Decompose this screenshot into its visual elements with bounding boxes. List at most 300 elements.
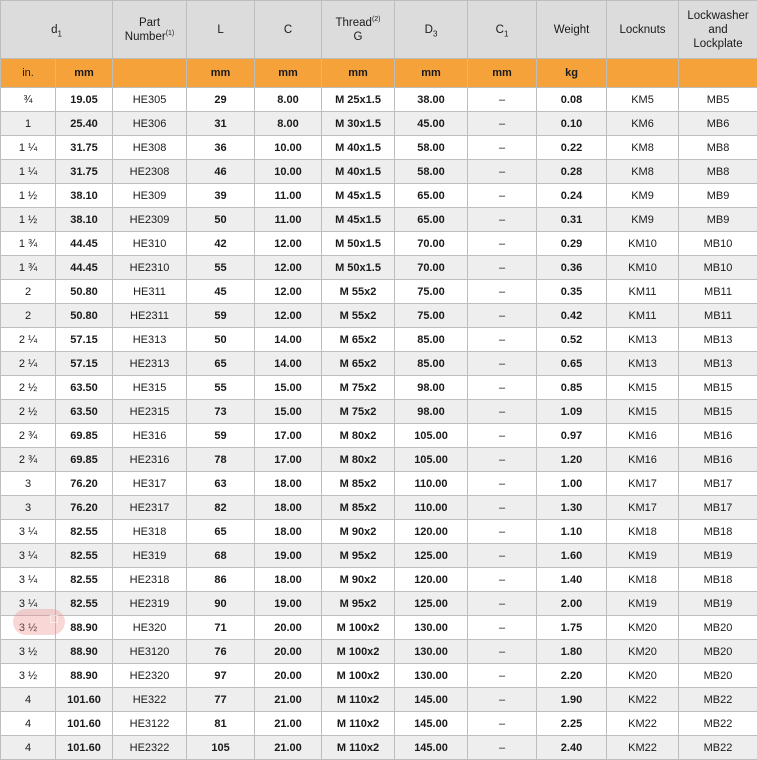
table-cell: 65 [187, 520, 255, 544]
table-cell: 55 [187, 256, 255, 280]
table-cell: MB5 [679, 88, 757, 112]
table-cell: – [468, 712, 537, 736]
table-cell: – [468, 688, 537, 712]
table-cell: 105.00 [395, 424, 468, 448]
header-thread: Thread$^{(2)}$ G [322, 1, 395, 59]
table-cell: 1.10 [537, 520, 607, 544]
table-cell: 101.60 [56, 736, 113, 760]
table-cell: – [468, 160, 537, 184]
table-cell: MB11 [679, 304, 757, 328]
table-cell: 18.00 [255, 520, 322, 544]
table-cell: 2.25 [537, 712, 607, 736]
table-cell: MB18 [679, 520, 757, 544]
table-cell: KM9 [607, 208, 679, 232]
table-cell: KM11 [607, 304, 679, 328]
table-cell: HE316 [113, 424, 187, 448]
table-cell: 1 ½ [1, 208, 56, 232]
table-cell: 20.00 [255, 640, 322, 664]
table-cell: – [468, 592, 537, 616]
table-cell: – [468, 304, 537, 328]
table-cell: MB20 [679, 664, 757, 688]
table-cell: 85.00 [395, 328, 468, 352]
table-cell: – [468, 496, 537, 520]
table-cell: 15.00 [255, 400, 322, 424]
table-cell: M 110x2 [322, 688, 395, 712]
table-cell: KM11 [607, 280, 679, 304]
unit-cell: mm [322, 59, 395, 88]
units-row [1, 59, 757, 88]
table-cell: M 50x1.5 [322, 256, 395, 280]
table-cell: KM6 [607, 112, 679, 136]
header-part-number: Part Number$^{(1)}$ [113, 1, 187, 59]
table-row [1, 592, 757, 616]
table-cell: M 90x2 [322, 568, 395, 592]
table-cell: 77 [187, 688, 255, 712]
table-cell: HE318 [113, 520, 187, 544]
table-cell: M 85x2 [322, 496, 395, 520]
table-cell: M 25x1.5 [322, 88, 395, 112]
table-cell: 1.80 [537, 640, 607, 664]
table-cell: 1.09 [537, 400, 607, 424]
table-cell: KM19 [607, 544, 679, 568]
table-cell: 3 [1, 496, 56, 520]
table-cell: 2 ½ [1, 376, 56, 400]
table-cell: MB16 [679, 448, 757, 472]
table-cell: 36 [187, 136, 255, 160]
table-cell: 145.00 [395, 688, 468, 712]
table-cell: M 40x1.5 [322, 136, 395, 160]
table-cell: KM8 [607, 136, 679, 160]
table-cell: MB11 [679, 280, 757, 304]
watermark-logo [13, 609, 65, 635]
table-cell: 39 [187, 184, 255, 208]
table-cell: 1.40 [537, 568, 607, 592]
table-cell: 0.65 [537, 352, 607, 376]
table-cell: 125.00 [395, 592, 468, 616]
table-cell: 90 [187, 592, 255, 616]
table-cell: M 100x2 [322, 664, 395, 688]
table-cell: 0.97 [537, 424, 607, 448]
table-cell: MB19 [679, 544, 757, 568]
table-row [1, 424, 757, 448]
header-c: C [255, 1, 322, 59]
table-cell: 3 ¼ [1, 544, 56, 568]
header-c1: $C_1$ [468, 1, 537, 59]
table-cell: 4 [1, 712, 56, 736]
table-cell: HE2317 [113, 496, 187, 520]
table-cell: HE313 [113, 328, 187, 352]
table-cell: – [468, 280, 537, 304]
table-cell: 2 [1, 304, 56, 328]
table-cell: 31 [187, 112, 255, 136]
table-cell: 63.50 [56, 376, 113, 400]
table-cell: 3 ¼ [1, 568, 56, 592]
table-cell: 0.85 [537, 376, 607, 400]
unit-cell: in. [1, 59, 56, 88]
table-cell: 120.00 [395, 568, 468, 592]
table-cell: 69.85 [56, 448, 113, 472]
table-cell: 68 [187, 544, 255, 568]
unit-cell: mm [56, 59, 113, 88]
table-cell: 19.05 [56, 88, 113, 112]
table-row [1, 712, 757, 736]
table-cell: MB22 [679, 712, 757, 736]
table-cell: MB17 [679, 472, 757, 496]
table-cell: 44.45 [56, 232, 113, 256]
table-cell: 86 [187, 568, 255, 592]
table-cell: 21.00 [255, 688, 322, 712]
table-cell: 1.75 [537, 616, 607, 640]
table-cell: 29 [187, 88, 255, 112]
table-cell: MB22 [679, 736, 757, 760]
unit-cell: kg [537, 59, 607, 88]
table-cell: HE308 [113, 136, 187, 160]
unit-cell: mm [187, 59, 255, 88]
table-cell: M 45x1.5 [322, 208, 395, 232]
table-row [1, 520, 757, 544]
table-cell: – [468, 112, 537, 136]
table-cell: KM10 [607, 256, 679, 280]
table-cell: KM13 [607, 352, 679, 376]
table-row [1, 688, 757, 712]
table-cell: 50.80 [56, 280, 113, 304]
table-cell: KM10 [607, 232, 679, 256]
table-cell: 11.00 [255, 184, 322, 208]
table-cell: – [468, 616, 537, 640]
table-cell: – [468, 520, 537, 544]
table-cell: M 50x1.5 [322, 232, 395, 256]
table-cell: 19.00 [255, 544, 322, 568]
table-cell: – [468, 544, 537, 568]
table-cell: M 100x2 [322, 616, 395, 640]
table-cell: M 55x2 [322, 304, 395, 328]
table-cell: 3 ½ [1, 640, 56, 664]
table-cell: 1.60 [537, 544, 607, 568]
table-cell: 85.00 [395, 352, 468, 376]
table-cell: 31.75 [56, 160, 113, 184]
table-cell: HE2310 [113, 256, 187, 280]
table-cell: 65.00 [395, 184, 468, 208]
table-cell: 2.00 [537, 592, 607, 616]
table-cell: KM16 [607, 424, 679, 448]
table-cell: 130.00 [395, 616, 468, 640]
table-cell: KM16 [607, 448, 679, 472]
table-cell: 18.00 [255, 472, 322, 496]
table-cell: M 90x2 [322, 520, 395, 544]
table-row [1, 232, 757, 256]
table-cell: 17.00 [255, 448, 322, 472]
table-cell: HE2318 [113, 568, 187, 592]
table-cell: 0.22 [537, 136, 607, 160]
table-cell: 3 [1, 472, 56, 496]
table-cell: 82.55 [56, 592, 113, 616]
table-cell: 58.00 [395, 160, 468, 184]
table-cell: – [468, 208, 537, 232]
table-cell: 110.00 [395, 496, 468, 520]
table-cell: MB19 [679, 592, 757, 616]
table-cell: MB10 [679, 232, 757, 256]
table-cell: 0.29 [537, 232, 607, 256]
table-cell: 71 [187, 616, 255, 640]
table-cell: 50.80 [56, 304, 113, 328]
table-cell: 11.00 [255, 208, 322, 232]
table-cell: M 110x2 [322, 712, 395, 736]
table-row [1, 640, 757, 664]
table-cell: 2 ¾ [1, 448, 56, 472]
table-cell: 4 [1, 736, 56, 760]
table-cell: 3 ¼ [1, 592, 56, 616]
table-row [1, 352, 757, 376]
table-cell: KM17 [607, 496, 679, 520]
table-cell: KM5 [607, 88, 679, 112]
table-cell: KM20 [607, 664, 679, 688]
table-cell: 63.50 [56, 400, 113, 424]
table-cell: 1.00 [537, 472, 607, 496]
table-cell: 76.20 [56, 496, 113, 520]
table-cell: MB8 [679, 160, 757, 184]
header-d1: $d_1$ [1, 1, 113, 59]
header-locknuts: Locknuts [607, 1, 679, 59]
table-cell: KM22 [607, 736, 679, 760]
header-weight: Weight [537, 1, 607, 59]
table-cell: MB9 [679, 184, 757, 208]
table-cell: M 80x2 [322, 448, 395, 472]
table-cell: M 85x2 [322, 472, 395, 496]
table-row [1, 544, 757, 568]
table-cell: 110.00 [395, 472, 468, 496]
table-cell: HE311 [113, 280, 187, 304]
watermark-glyph: ☐ [49, 613, 59, 626]
table-cell: M 65x2 [322, 352, 395, 376]
table-cell: KM22 [607, 688, 679, 712]
table-cell: 14.00 [255, 328, 322, 352]
table-cell: KM17 [607, 472, 679, 496]
table-row [1, 256, 757, 280]
table-cell: 3 ¼ [1, 520, 56, 544]
table-cell: 1.30 [537, 496, 607, 520]
table-cell: 1 ¼ [1, 160, 56, 184]
unit-cell [607, 59, 679, 88]
table-cell: M 95x2 [322, 592, 395, 616]
table-cell: 105 [187, 736, 255, 760]
table-cell: MB20 [679, 616, 757, 640]
table-cell: 82.55 [56, 568, 113, 592]
table-cell: MB18 [679, 568, 757, 592]
header-l: L [187, 1, 255, 59]
table-cell: M 55x2 [322, 280, 395, 304]
table-cell: 59 [187, 304, 255, 328]
table-cell: HE3122 [113, 712, 187, 736]
table-cell: 88.90 [56, 616, 113, 640]
table-cell: HE305 [113, 88, 187, 112]
table-cell: MB20 [679, 640, 757, 664]
table-cell: 125.00 [395, 544, 468, 568]
table-cell: 65.00 [395, 208, 468, 232]
table-cell: 31.75 [56, 136, 113, 160]
table-cell: 17.00 [255, 424, 322, 448]
table-cell: 4 [1, 688, 56, 712]
table-cell: 18.00 [255, 496, 322, 520]
table-cell: 55 [187, 376, 255, 400]
table-cell: 76 [187, 640, 255, 664]
table-cell: MB15 [679, 376, 757, 400]
table-cell: HE2315 [113, 400, 187, 424]
unit-cell [113, 59, 187, 88]
header-row [1, 1, 757, 59]
table-cell: 0.35 [537, 280, 607, 304]
table-cell: 0.10 [537, 112, 607, 136]
table-cell: M 40x1.5 [322, 160, 395, 184]
table-cell: 25.40 [56, 112, 113, 136]
table-cell: – [468, 352, 537, 376]
table-cell: 59 [187, 424, 255, 448]
table-cell: 3 ½ [1, 616, 56, 640]
table-cell: 101.60 [56, 712, 113, 736]
table-cell: – [468, 448, 537, 472]
table-row [1, 664, 757, 688]
table-cell: 97 [187, 664, 255, 688]
table-cell: HE310 [113, 232, 187, 256]
table-cell: MB8 [679, 136, 757, 160]
table-cell: MB13 [679, 328, 757, 352]
table-cell: 98.00 [395, 376, 468, 400]
table-cell: 101.60 [56, 688, 113, 712]
table-cell: MB6 [679, 112, 757, 136]
table-cell: 65 [187, 352, 255, 376]
table-cell: 82.55 [56, 544, 113, 568]
table-cell: 0.36 [537, 256, 607, 280]
table-cell: 105.00 [395, 448, 468, 472]
table-cell: 58.00 [395, 136, 468, 160]
table-cell: 1.90 [537, 688, 607, 712]
table-cell: 38.10 [56, 184, 113, 208]
table-cell: – [468, 640, 537, 664]
table-row [1, 400, 757, 424]
table-row [1, 376, 757, 400]
table-cell: – [468, 568, 537, 592]
table-cell: KM8 [607, 160, 679, 184]
table-cell: 69.85 [56, 424, 113, 448]
table-cell: 44.45 [56, 256, 113, 280]
table-cell: 2 [1, 280, 56, 304]
table-cell: 38.00 [395, 88, 468, 112]
table-cell: HE2319 [113, 592, 187, 616]
table-cell: 63 [187, 472, 255, 496]
table-cell: – [468, 184, 537, 208]
table-cell: 82 [187, 496, 255, 520]
table-cell: 1 ¾ [1, 232, 56, 256]
table-cell: HE2316 [113, 448, 187, 472]
table-row [1, 88, 757, 112]
table-cell: 10.00 [255, 160, 322, 184]
table-cell: KM9 [607, 184, 679, 208]
table-cell: 145.00 [395, 712, 468, 736]
table-cell: 70.00 [395, 256, 468, 280]
table-cell: HE320 [113, 616, 187, 640]
table-row [1, 448, 757, 472]
table-cell: HE317 [113, 472, 187, 496]
table-cell: 88.90 [56, 664, 113, 688]
table-cell: 14.00 [255, 352, 322, 376]
table-cell: HE306 [113, 112, 187, 136]
table-cell: 2.20 [537, 664, 607, 688]
table-cell: 88.90 [56, 640, 113, 664]
table-row [1, 280, 757, 304]
table-cell: – [468, 376, 537, 400]
table-cell: – [468, 400, 537, 424]
table-cell: MB17 [679, 496, 757, 520]
table-cell: 2 ¼ [1, 328, 56, 352]
table-row [1, 112, 757, 136]
table-cell: 0.08 [537, 88, 607, 112]
table-cell: MB13 [679, 352, 757, 376]
table-cell: KM22 [607, 712, 679, 736]
table-cell: 20.00 [255, 616, 322, 640]
table-row [1, 616, 757, 640]
table-row [1, 736, 757, 760]
table-cell: ¾ [1, 88, 56, 112]
table-cell: 0.28 [537, 160, 607, 184]
table-cell: HE322 [113, 688, 187, 712]
table-cell: M 75x2 [322, 376, 395, 400]
table-cell: 73 [187, 400, 255, 424]
table-cell: 20.00 [255, 664, 322, 688]
table-cell: KM15 [607, 376, 679, 400]
table-cell: 0.42 [537, 304, 607, 328]
table-cell: 8.00 [255, 88, 322, 112]
table-cell: 70.00 [395, 232, 468, 256]
table-cell: 120.00 [395, 520, 468, 544]
table-cell: 2.40 [537, 736, 607, 760]
table-body [1, 88, 757, 760]
table-cell: 45 [187, 280, 255, 304]
table-cell: MB22 [679, 688, 757, 712]
table-cell: M 95x2 [322, 544, 395, 568]
table-cell: KM15 [607, 400, 679, 424]
table-cell: MB9 [679, 208, 757, 232]
table-cell: 0.24 [537, 184, 607, 208]
table-cell: KM20 [607, 616, 679, 640]
table-cell: M 65x2 [322, 328, 395, 352]
table-cell: 10.00 [255, 136, 322, 160]
table-cell: – [468, 256, 537, 280]
table-row [1, 568, 757, 592]
table-cell: 81 [187, 712, 255, 736]
table-cell: M 75x2 [322, 400, 395, 424]
table-cell: – [468, 472, 537, 496]
table-cell: 2 ½ [1, 400, 56, 424]
table-cell: – [468, 328, 537, 352]
table-cell: HE2309 [113, 208, 187, 232]
table-cell: – [468, 88, 537, 112]
table-cell: 78 [187, 448, 255, 472]
table-cell: 50 [187, 328, 255, 352]
table-cell: 145.00 [395, 736, 468, 760]
table-cell: 18.00 [255, 568, 322, 592]
table-cell: 45.00 [395, 112, 468, 136]
table-cell: 1.20 [537, 448, 607, 472]
table-row [1, 208, 757, 232]
table-cell: 75.00 [395, 304, 468, 328]
table-cell: 2 ¼ [1, 352, 56, 376]
table-cell: HE2311 [113, 304, 187, 328]
table-cell: M 30x1.5 [322, 112, 395, 136]
table-row [1, 496, 757, 520]
table-cell: – [468, 232, 537, 256]
table-cell: MB16 [679, 424, 757, 448]
table-cell: M 100x2 [322, 640, 395, 664]
table-cell: HE2313 [113, 352, 187, 376]
